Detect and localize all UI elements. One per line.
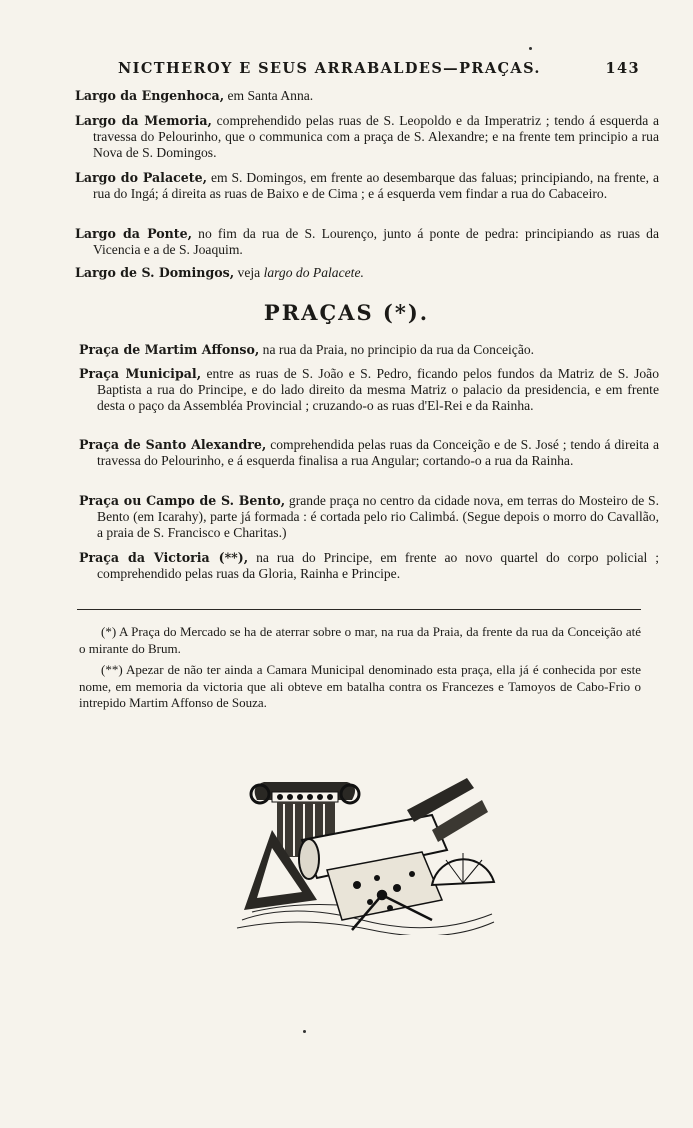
entry-text: veja (234, 265, 264, 280)
entry-praca-santo-alexandre (79, 437, 659, 469)
entry-praca-campo-s-bento (79, 493, 659, 541)
footnote-1: (*) A Praça do Mercado se ha de aterrar sobre o mar, na rua da Praia, da frente da rua da Conceição até o mirante do Brum. (79, 624, 641, 656)
protractor (432, 853, 494, 885)
entry-text: grande praça no centro da cidade nova, em terras do Mosteiro de S. Bento (em Icarahy), parte já formada : é cortada pelo rio Calimbá. (Segue depois o morro do Cavallão, a praia de S. Francisco e Charitas.) (97, 493, 659, 540)
entry-largo-ponte (75, 226, 659, 258)
entry-text: entre as ruas de S. João e S. Pedro, ficando pelos fundos da Matriz de S. João Baptista a rua do Principe, e do lado direito da mesma Matriz o palacio da presidencia, e em frente desta o paço da Assembléa Provincial ; cruzando-o as ruas d'El-Rei e da Rainha. (97, 366, 659, 413)
entry-largo-memoria (75, 113, 659, 161)
entry-term: Largo do Palacete, (75, 170, 208, 185)
print-speck (529, 47, 532, 50)
running-head-title: NICTHEROY E SEUS ARRABALDES—PRAÇAS. (118, 60, 541, 77)
entry-term: Praça Municipal, (79, 366, 202, 381)
entry-term: Largo da Ponte, (75, 226, 193, 241)
entry-largo-s-domingos (75, 265, 641, 281)
entry-text: comprehendida pelas ruas da Conceição e de S. José ; tendo á direita a travessa do Pelourinho, e á esquerda finalisa a rua Angular; cortando-o a rua da Rainha. (97, 437, 659, 468)
print-speck (303, 1030, 306, 1033)
entry-term: Praça ou Campo de S. Bento, (79, 493, 286, 508)
entry-cross-reference: largo do Palacete. (263, 265, 364, 280)
entry-term: Largo da Memoria, (75, 113, 212, 128)
page-number: 143 (605, 60, 640, 77)
entry-term: Praça de Santo Alexandre, (79, 437, 267, 452)
entry-text: na rua da Praia, no principio da rua da Conceição. (259, 342, 535, 357)
entry-term: Largo de S. Domingos, (75, 265, 235, 280)
entry-text: na rua do Principe, em frente ao novo quartel do corpo policial ; comprehendido pelas ruas da Gloria, Rainha e Principe. (97, 550, 659, 581)
entry-text: no fim da rua de S. Lourenço, junto á ponte de pedra: principiando as ruas da Vicencia e a de S. Joaquim. (93, 226, 659, 257)
entry-largo-engenhoca (75, 88, 641, 104)
footnote-2: (**) Apezar de não ter ainda a Camara Municipal denominado esta praça, ella já é conhecida por este nome, em memoria da victoria que ali obteve em batalha contra os Francezes e Tamoyos de Cabo-Frio o intrepido Martim Affonso de Souza. (79, 662, 641, 710)
entry-largo-palacete (75, 170, 659, 202)
entry-praca-municipal (79, 366, 659, 414)
entry-term: Largo da Engenhoca, (75, 88, 225, 103)
engraving-vignette (232, 770, 497, 935)
entry-text: em S. Domingos, em frente ao desembarque das faluas; principiando, na frente, a rua do Ingá; á direita as ruas de Baixo e de Cima ; e á esquerda vem findar a rua do Cabaceiro. (93, 170, 659, 201)
entry-term: Praça da Victoria (**), (79, 550, 249, 565)
footnote-divider (77, 609, 641, 610)
entry-praca-martim-affonso (79, 342, 641, 358)
entry-text: comprehendido pelas ruas de S. Leopoldo e da Imperatriz ; tendo á esquerda a travessa do Pelourinho, que o communica com a praça de S. Alexandre; e na frente tem principio a rua Nova de S. Domingos. (93, 113, 659, 160)
entry-text: em Santa Anna. (224, 88, 314, 103)
entry-term: Praça de Martim Affonso, (79, 342, 260, 357)
entry-praca-victoria (79, 550, 659, 582)
section-title-pracas: PRAÇAS (*). (263, 300, 430, 325)
